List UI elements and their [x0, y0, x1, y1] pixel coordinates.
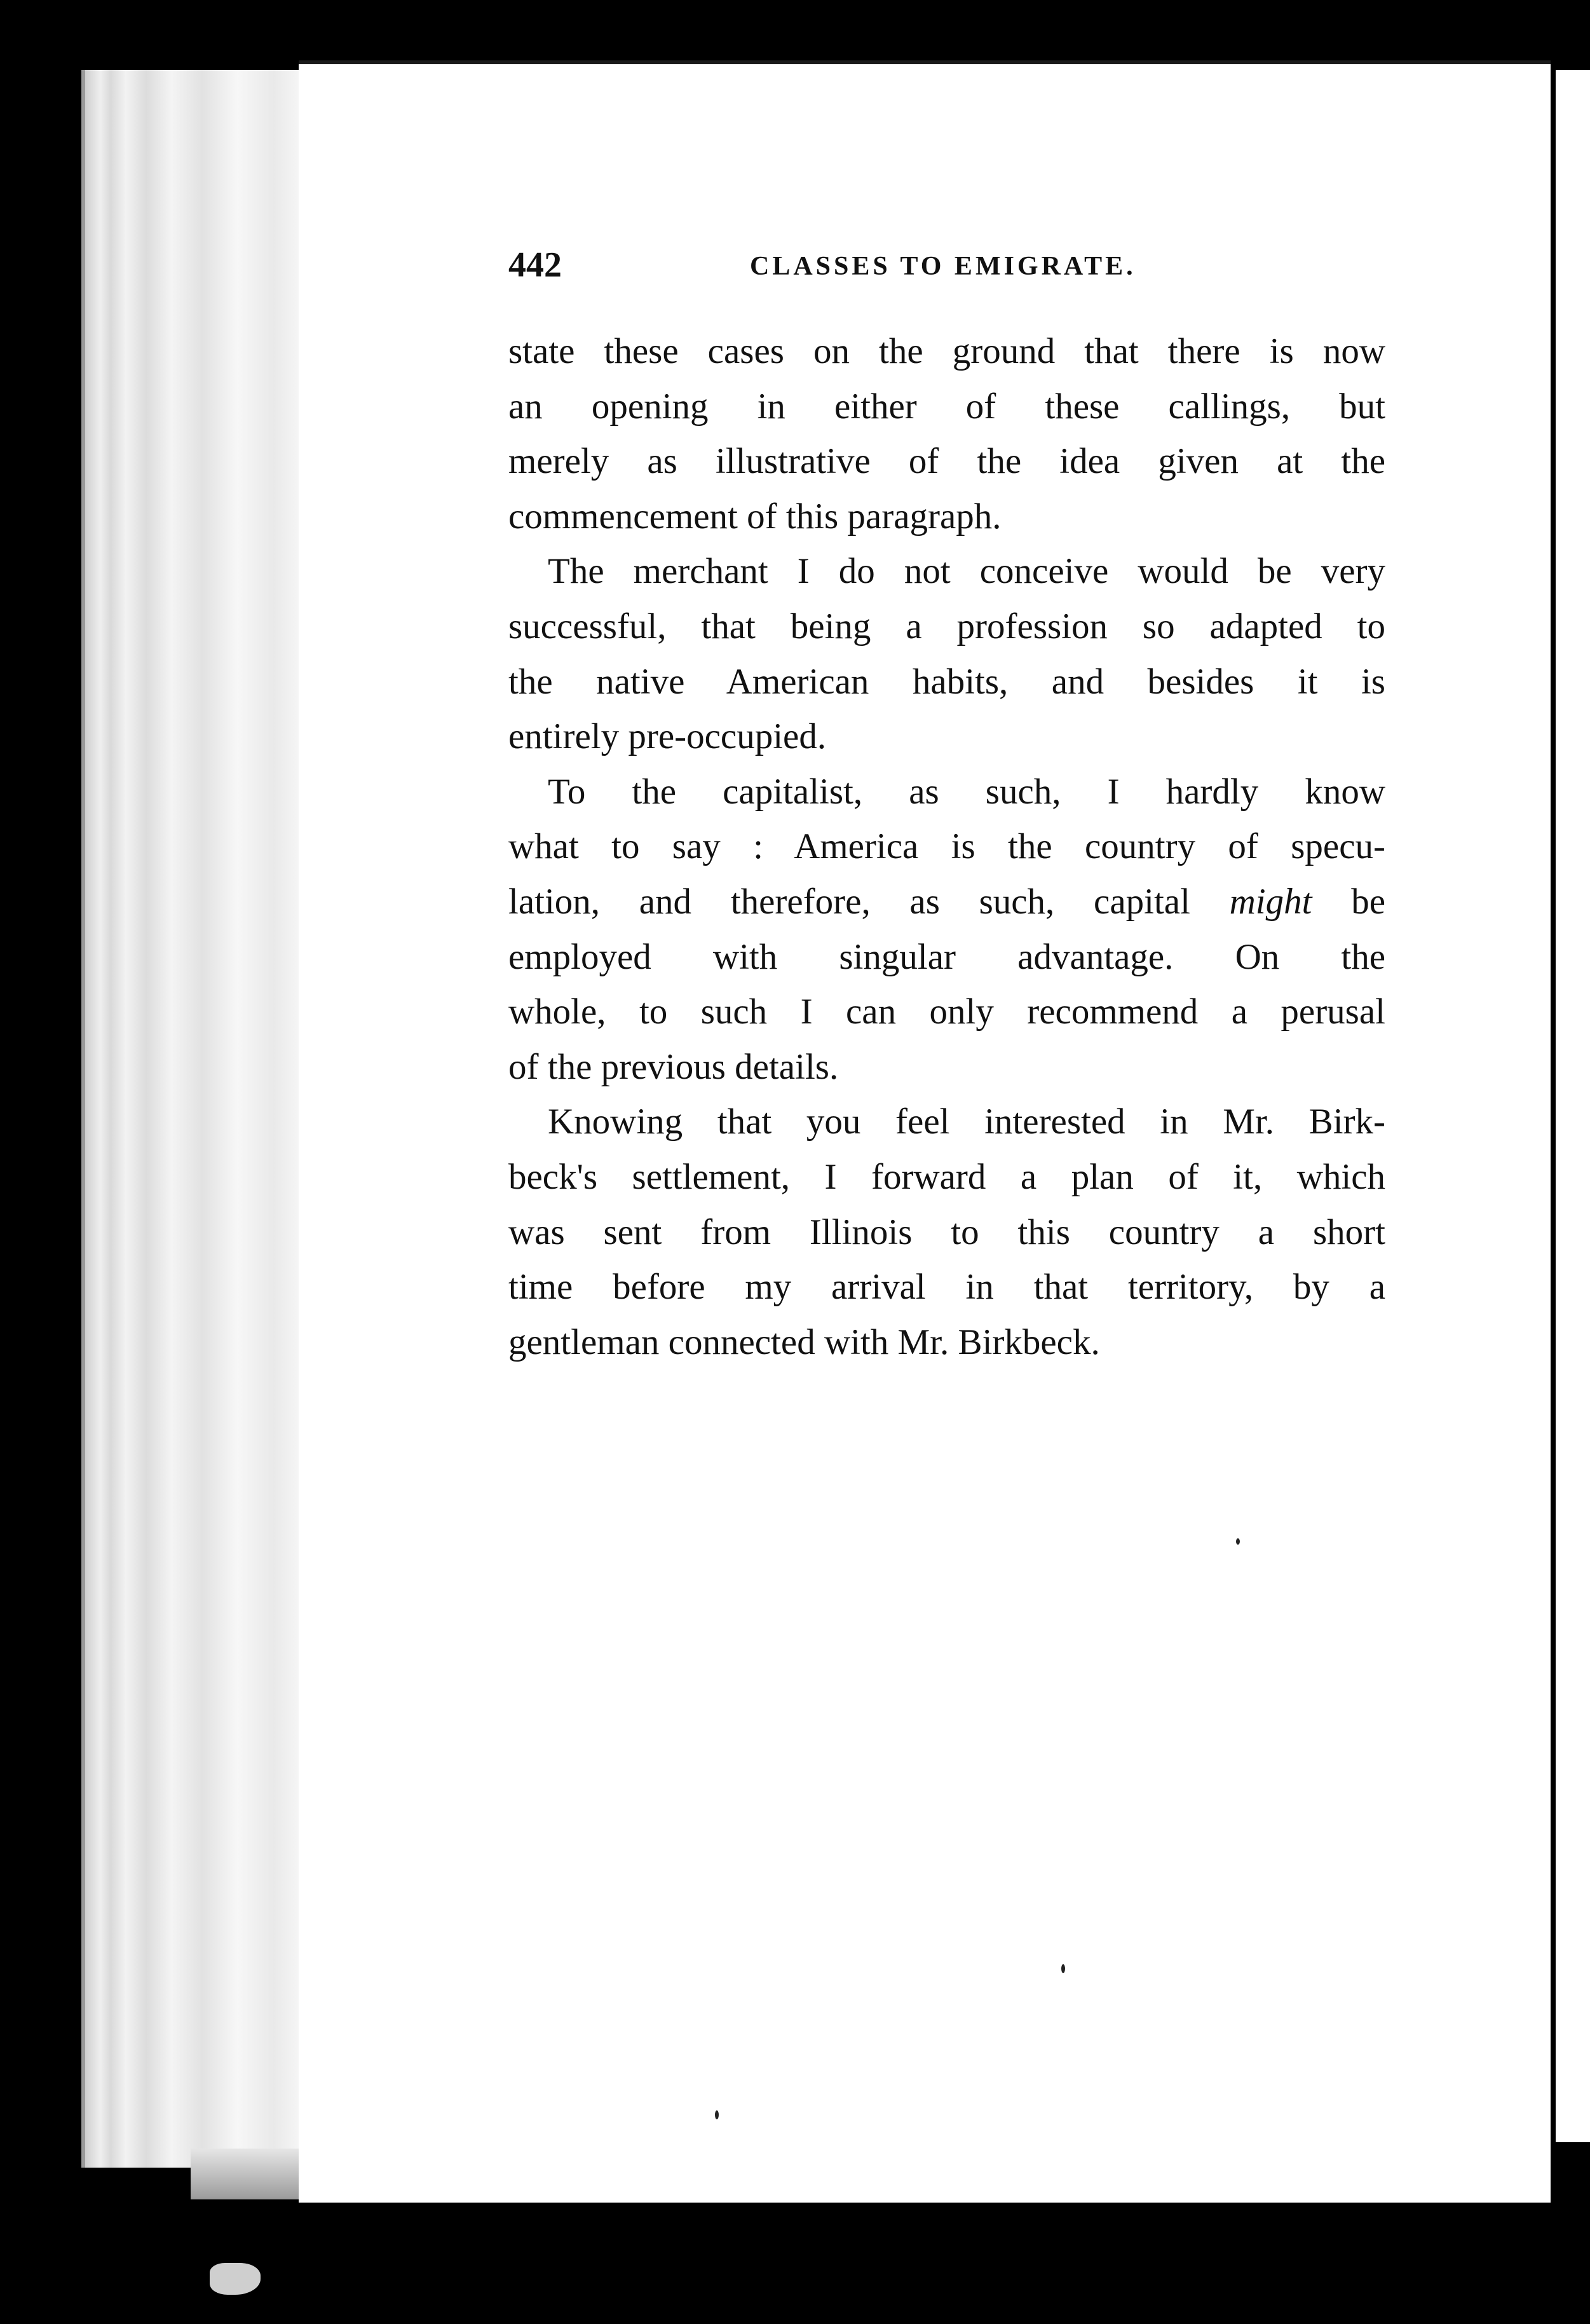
- text-line: beck's settlement, I forward a plan of it, which: [508, 1156, 1385, 1197]
- italic-word: might: [1229, 881, 1312, 922]
- text-line: gentleman connected with Mr. Birkbeck.: [508, 1322, 1100, 1362]
- text-line: time before my arrival in that territory, by a: [508, 1267, 1385, 1308]
- text-line: employed with singular advantage. On the: [508, 936, 1385, 977]
- text-line: entirely pre-occupied.: [508, 716, 827, 757]
- text-fragment: be: [1351, 881, 1385, 922]
- text-line: the native American habits, and besides it is: [508, 661, 1385, 702]
- text-line: successful, that being a profession so adapted to: [508, 606, 1385, 646]
- ink-speck: [1061, 1964, 1065, 1973]
- text-line: whole, to such I can only recommend a perusal: [508, 992, 1385, 1032]
- running-head: [508, 245, 1417, 296]
- text-line: state these cases on the ground that there is now: [508, 331, 1385, 371]
- text-line: Knowing that you feel interested in Mr. Birk-: [548, 1102, 1385, 1142]
- paragraph-3: [508, 765, 1385, 1095]
- page-number: 442: [508, 245, 562, 285]
- paragraph-2: [508, 544, 1385, 764]
- paragraph-1: [508, 324, 1385, 544]
- body-text: [508, 324, 1385, 1370]
- text-line: To the capitalist, as such, I hardly know: [548, 771, 1385, 812]
- text-line: merely as illustrative of the idea given at the: [508, 441, 1385, 482]
- text-line: was sent from Illinois to this country a short: [508, 1212, 1385, 1252]
- text-line: an opening in either of these callings, but: [508, 386, 1385, 427]
- ink-speck: [715, 2110, 719, 2119]
- text-line: of the previous details.: [508, 1046, 839, 1087]
- dust-mark: [210, 2263, 261, 2295]
- text-fragment: lation, and therefore, as such, capital: [508, 881, 1190, 922]
- text-line-with-italic: [508, 875, 1385, 930]
- text-line: The merchant I do not conceive would be very: [548, 551, 1385, 592]
- text-line: commencement of this paragraph.: [508, 496, 1002, 537]
- paragraph-4: [508, 1095, 1385, 1370]
- running-title: CLASSES TO EMIGRATE.: [750, 252, 1136, 281]
- next-page-edge: [1552, 70, 1590, 2142]
- text-line: what to say : America is the country of specu-: [508, 826, 1385, 867]
- ink-speck: [1236, 1538, 1240, 1545]
